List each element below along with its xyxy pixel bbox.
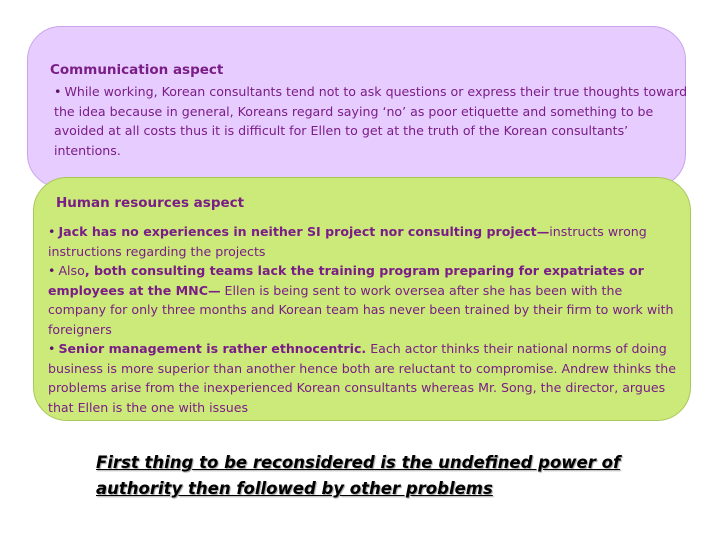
hr-item-2 xyxy=(48,261,684,339)
hr-item-3 xyxy=(48,339,684,417)
hr-item-2-rest: Ellen is being sent to work oversea after she has been with the company for only three months and Korean team has never been trained by their firm to work with foreigners xyxy=(48,282,674,337)
bullet-icon: • xyxy=(48,341,56,356)
hr-item-2-lead: Also xyxy=(58,263,85,278)
conclusion-text: First thing to be reconsidered is the undefined power of authority then followed by other problems xyxy=(96,453,621,498)
bullet-icon: • xyxy=(54,84,62,99)
bullet-icon: • xyxy=(48,224,56,239)
human-resources-text xyxy=(48,222,684,417)
hr-item-1 xyxy=(48,222,684,261)
communication-heading: Communication aspect xyxy=(50,62,224,78)
communication-text xyxy=(54,82,688,160)
hr-item-1-rest: instructs wrong instructions regarding the projects xyxy=(48,224,647,259)
hr-item-3-bold: Senior management is rather ethnocentric. xyxy=(58,341,367,356)
hr-item-2-bold: , both consulting teams lack the training program preparing for expatriates or employees at the MNC— xyxy=(48,263,644,298)
communication-body: While working, Korean consultants tend not to ask questions or express their true thoughts toward the idea because in general, Koreans regard saying ‘no’ as poor etiquette and something to be avoided at all costs thus it is difficult for Ellen to get at the truth of the Korean consultants’ intentions. xyxy=(54,84,688,158)
bullet-icon: • xyxy=(48,263,56,278)
human-resources-heading: Human resources aspect xyxy=(56,195,245,211)
hr-item-1-bold: Jack has no experiences in neither SI project nor consulting project— xyxy=(58,224,550,239)
hr-item-3-rest: Each actor thinks their national norms of doing business is more superior than another hence both are reluctant to compromise. Andrew thinks the problems arise from the inexperienced Korean consultants whereas Mr. Song, the director, argues that Ellen is the one with issues xyxy=(48,341,677,415)
